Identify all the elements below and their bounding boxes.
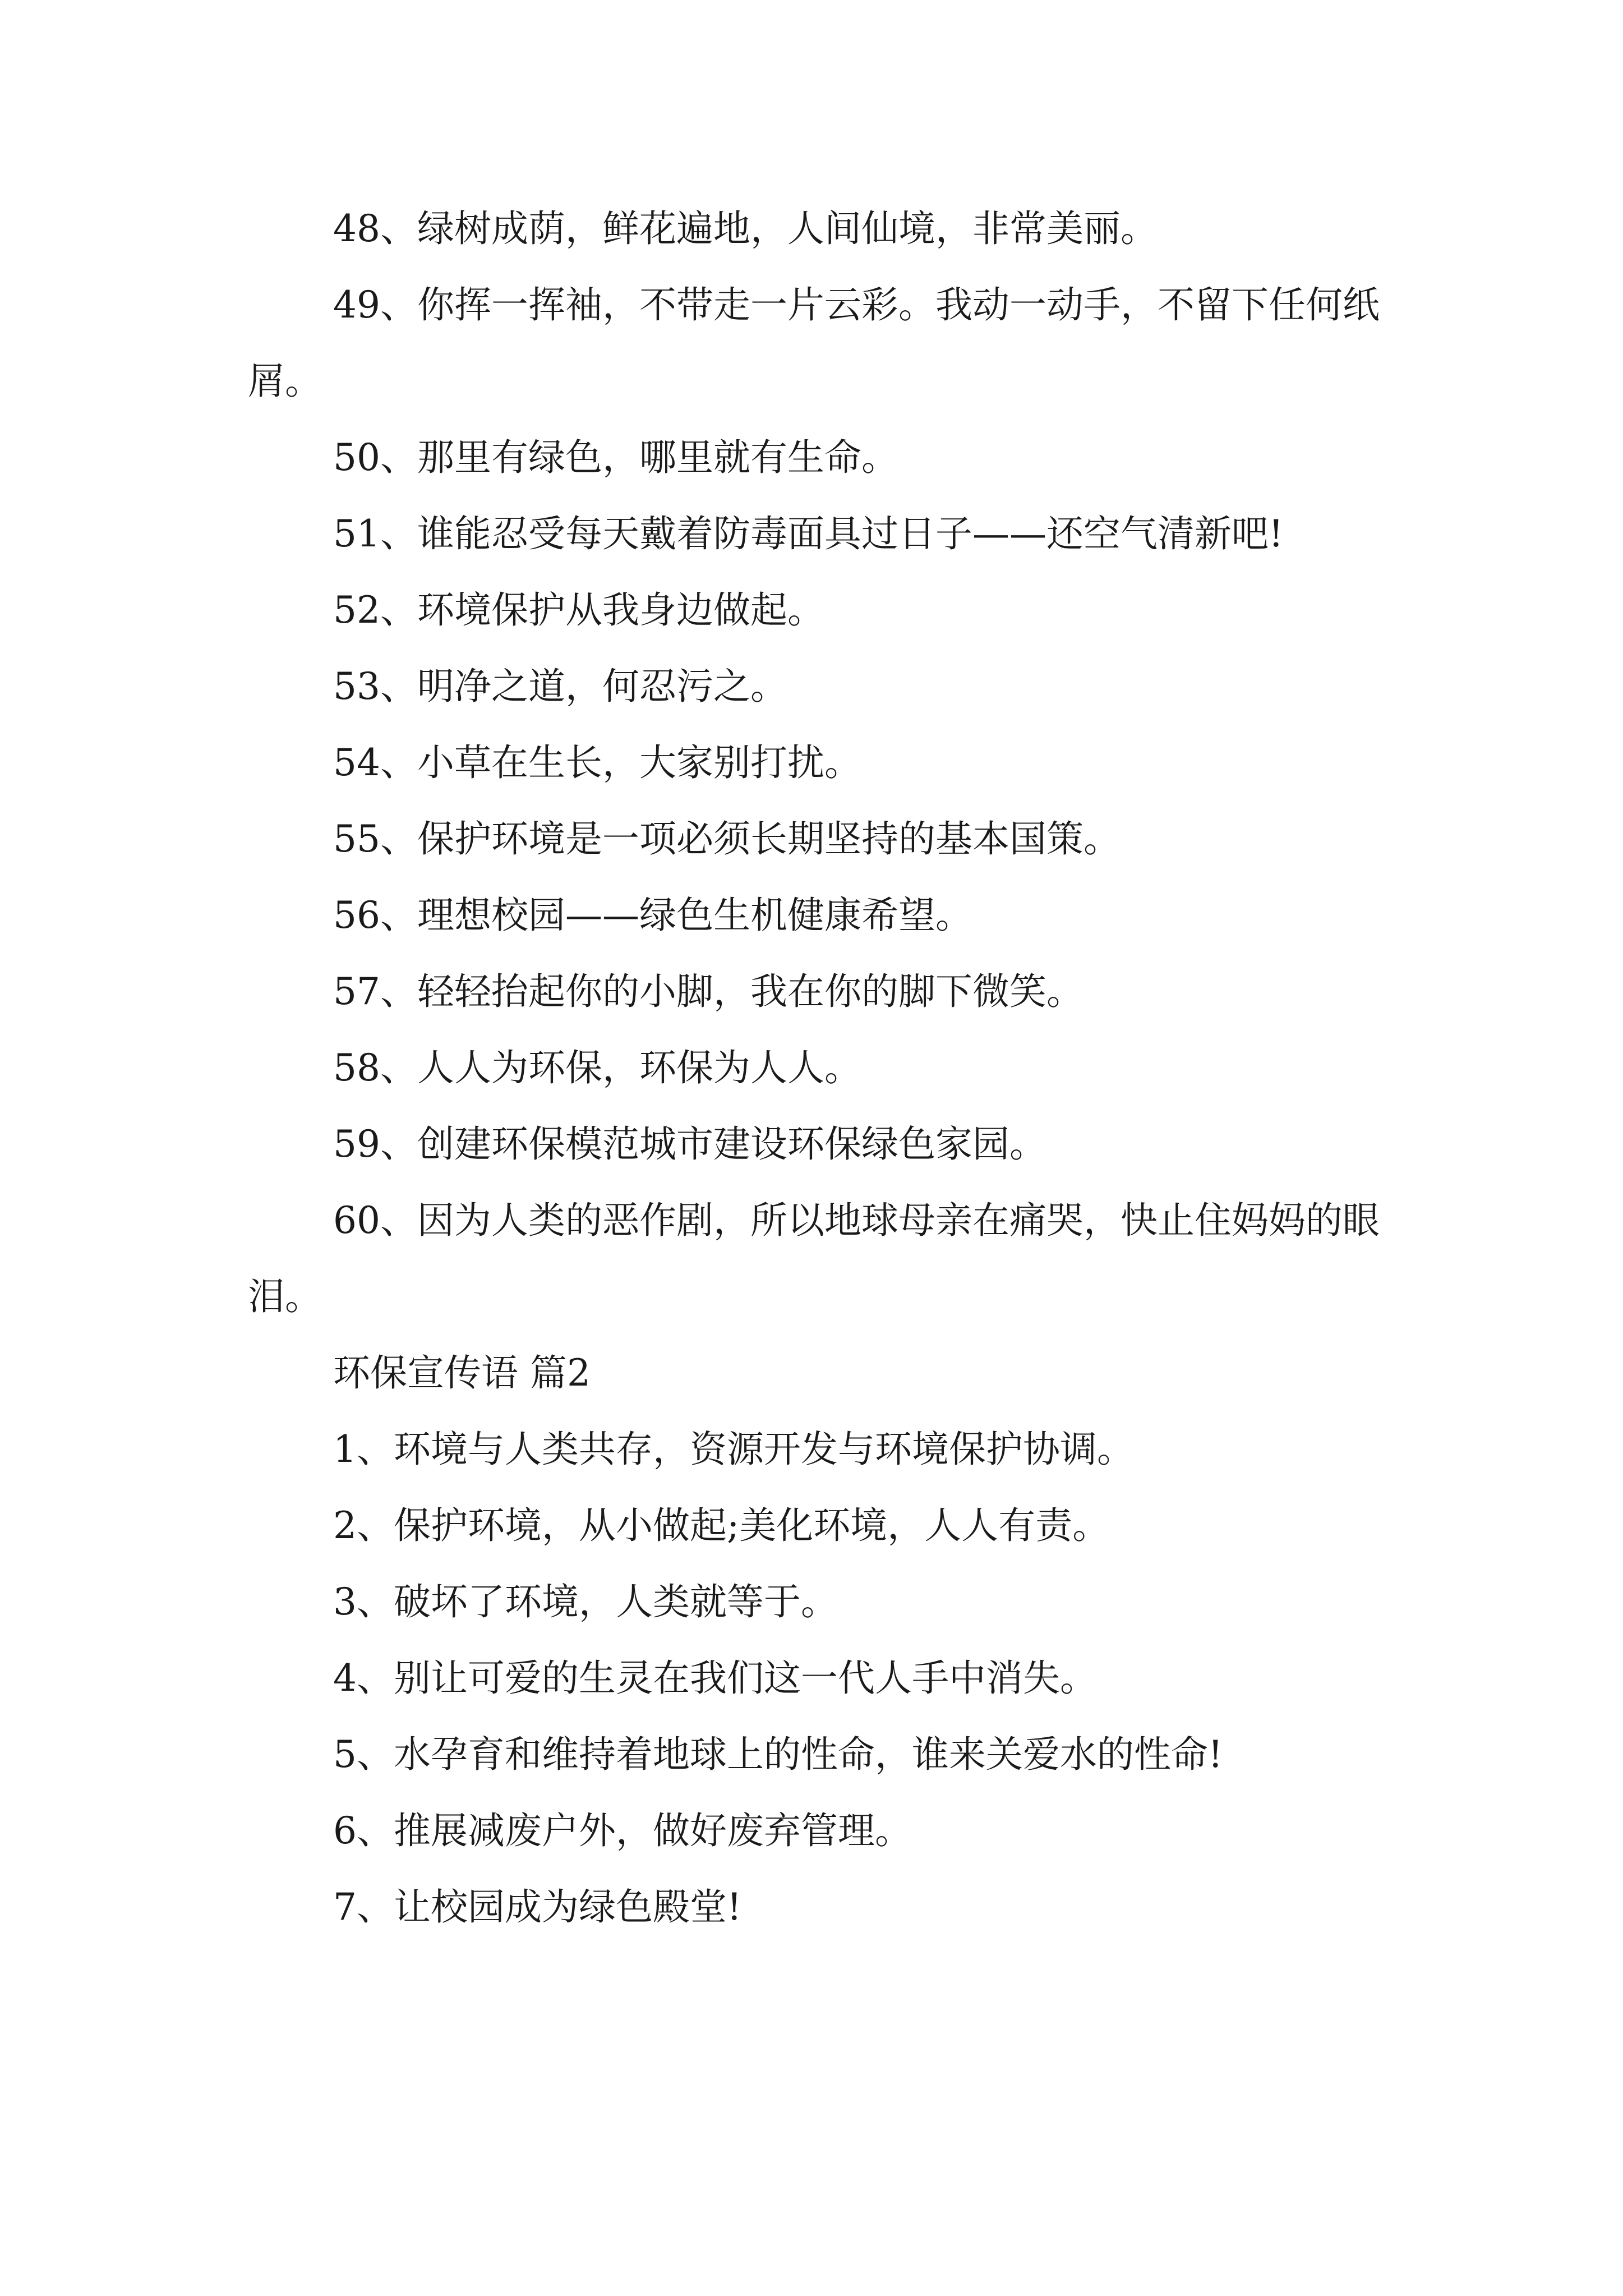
slogan-7: 7、让校园成为绿色殿堂! — [333, 1885, 742, 1929]
slogan-6: 6、推展减废户外，做好废弃管理。 — [333, 1809, 912, 1852]
section-heading: 环保宣传语 篇2 — [333, 1351, 591, 1395]
slogan-58: 58、人人为环保，环保为人人。 — [333, 1046, 861, 1089]
slogan-50: 50、那里有绿色，哪里就有生命。 — [333, 436, 898, 479]
slogan-52: 52、环境保护从我身边做起。 — [333, 588, 824, 632]
slogan-1: 1、环境与人类共存，资源开发与环境保护协调。 — [333, 1428, 1134, 1471]
slogan-54: 54、小草在生长，大家别打扰。 — [333, 741, 861, 784]
slogan-3: 3、破坏了环境，人类就等于。 — [333, 1580, 838, 1623]
slogan-57: 57、轻轻抬起你的小脚，我在你的脚下微笑。 — [333, 970, 1083, 1013]
slogan-55: 55、保护环境是一项必须长期坚持的基本国策。 — [333, 817, 1121, 861]
slogan-4: 4、别让可爱的生灵在我们这一代人手中消失。 — [333, 1657, 1097, 1700]
slogan-53: 53、明净之道，何忍污之。 — [333, 665, 787, 708]
slogan-5: 5、水孕育和维持着地球上的性命，谁来关爱水的性命! — [333, 1733, 1223, 1776]
document-body — [248, 191, 1386, 1945]
slogan-49: 49、你挥一挥袖，不带走一片云彩。我动一动手，不留下任何纸屑。 — [248, 283, 1380, 403]
slogan-59: 59、创建环保模范城市建设环保绿色家园。 — [333, 1122, 1046, 1166]
slogan-60: 60、因为人类的恶作剧，所以地球母亲在痛哭，快止住妈妈的眼泪。 — [248, 1199, 1380, 1318]
slogan-48: 48、绿树成荫，鲜花遍地，人间仙境，非常美丽。 — [333, 207, 1158, 250]
slogan-56: 56、理想校园——绿色生机健康希望。 — [333, 894, 972, 937]
slogan-51: 51、谁能忍受每天戴着防毒面具过日子——还空气清新吧! — [333, 512, 1284, 555]
slogan-2: 2、保护环境，从小做起;美化环境，人人有责。 — [333, 1504, 1110, 1547]
